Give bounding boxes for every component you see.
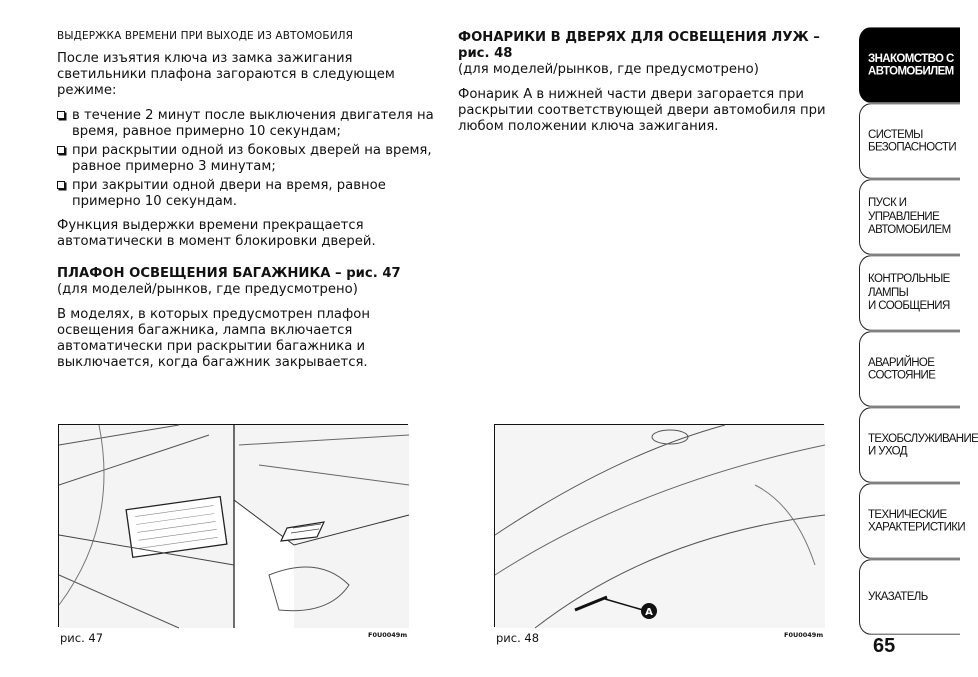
subsection-heading: ВЫДЕРЖКА ВРЕМЕНИ ПРИ ВЫХОДЕ ИЗ АВТОМОБИЛЯ (57, 30, 354, 42)
checkbox-bullet-icon (57, 181, 65, 189)
figure-code: F0U0049m (368, 631, 408, 639)
right-column (458, 30, 833, 144)
figure-caption: рис. 48 (496, 631, 540, 645)
paragraph: В моделях, в которых предусмотрен плафон освещения багажника, лампа включается автоматически при раскрытии багажника и выключается, когда багажник закрывается. (57, 307, 370, 370)
tab-index[interactable]: УКАЗАТЕЛЬ (859, 559, 960, 635)
left-column (57, 30, 437, 380)
paragraph: Функция выдержки времени прекращается автоматически в момент блокировки дверей. (57, 218, 376, 249)
tab-specs[interactable]: ТЕХНИЧЕСКИЕ ХАРАКТЕРИСТИКИ (859, 483, 960, 559)
callout-a-label: A (645, 607, 653, 618)
trunk-light-illustration (59, 425, 409, 628)
tab-maintenance[interactable]: ТЕХОБСЛУЖИВАНИЕ И УХОД (859, 407, 960, 483)
section-subtitle: (для моделей/рынков, где предусмотрено) (458, 62, 759, 77)
page-number: 65 (873, 635, 896, 657)
section-title: ПЛАФОН ОСВЕЩЕНИЯ БАГАЖНИКА – рис. 47 (57, 266, 401, 281)
tab-safety[interactable]: СИСТЕМЫ БЕЗОПАСНОСТИ (859, 103, 960, 179)
door-light-illustration (495, 425, 825, 628)
tab-starting-driving[interactable]: ПУСК И УПРАВЛЕНИЕ АВТОМОБИЛЕМ (859, 179, 960, 255)
list-item: при раскрытии одной из боковых дверей на время, равное примерно 3 минутам; (57, 143, 437, 175)
tab-emergency[interactable]: АВАРИЙНОЕ СОСТОЯНИЕ (859, 331, 960, 407)
list-item: при закрытии одной двери на время, равное примерно 10 секундам. (57, 178, 437, 210)
figure-code: F0U0049m (784, 631, 824, 639)
section-subtitle: (для моделей/рынков, где предусмотрено) (57, 282, 358, 297)
checkbox-bullet-icon (57, 111, 65, 119)
figure-48-image (494, 424, 824, 627)
list-item: в течение 2 минут после выключения двигателя на время, равное примерно 10 секундам; (57, 108, 437, 140)
tab-intro[interactable]: ЗНАКОМСТВО С АВТОМОБИЛЕМ (859, 27, 960, 103)
paragraph: Фонарик А в нижней части двери загорается при раскрытии соответствующей двери автомобиля при любом положении ключа зажигания. (458, 87, 826, 134)
checkbox-bullet-icon (57, 146, 65, 154)
intro-paragraph: После изъятия ключа из замка зажигания светильники плафона загораются в следующем режиме: (57, 51, 395, 98)
figure-caption: рис. 47 (60, 631, 104, 645)
tab-warning-lights[interactable]: КОНТРОЛЬНЫЕ ЛАМПЫ И СООБЩЕНИЯ (859, 255, 960, 331)
figure-47-image (58, 424, 408, 627)
section-title: ФОНАРИКИ В ДВЕРЯХ ДЛЯ ОСВЕЩЕНИЯ ЛУЖ – рис. 48 (458, 30, 820, 61)
